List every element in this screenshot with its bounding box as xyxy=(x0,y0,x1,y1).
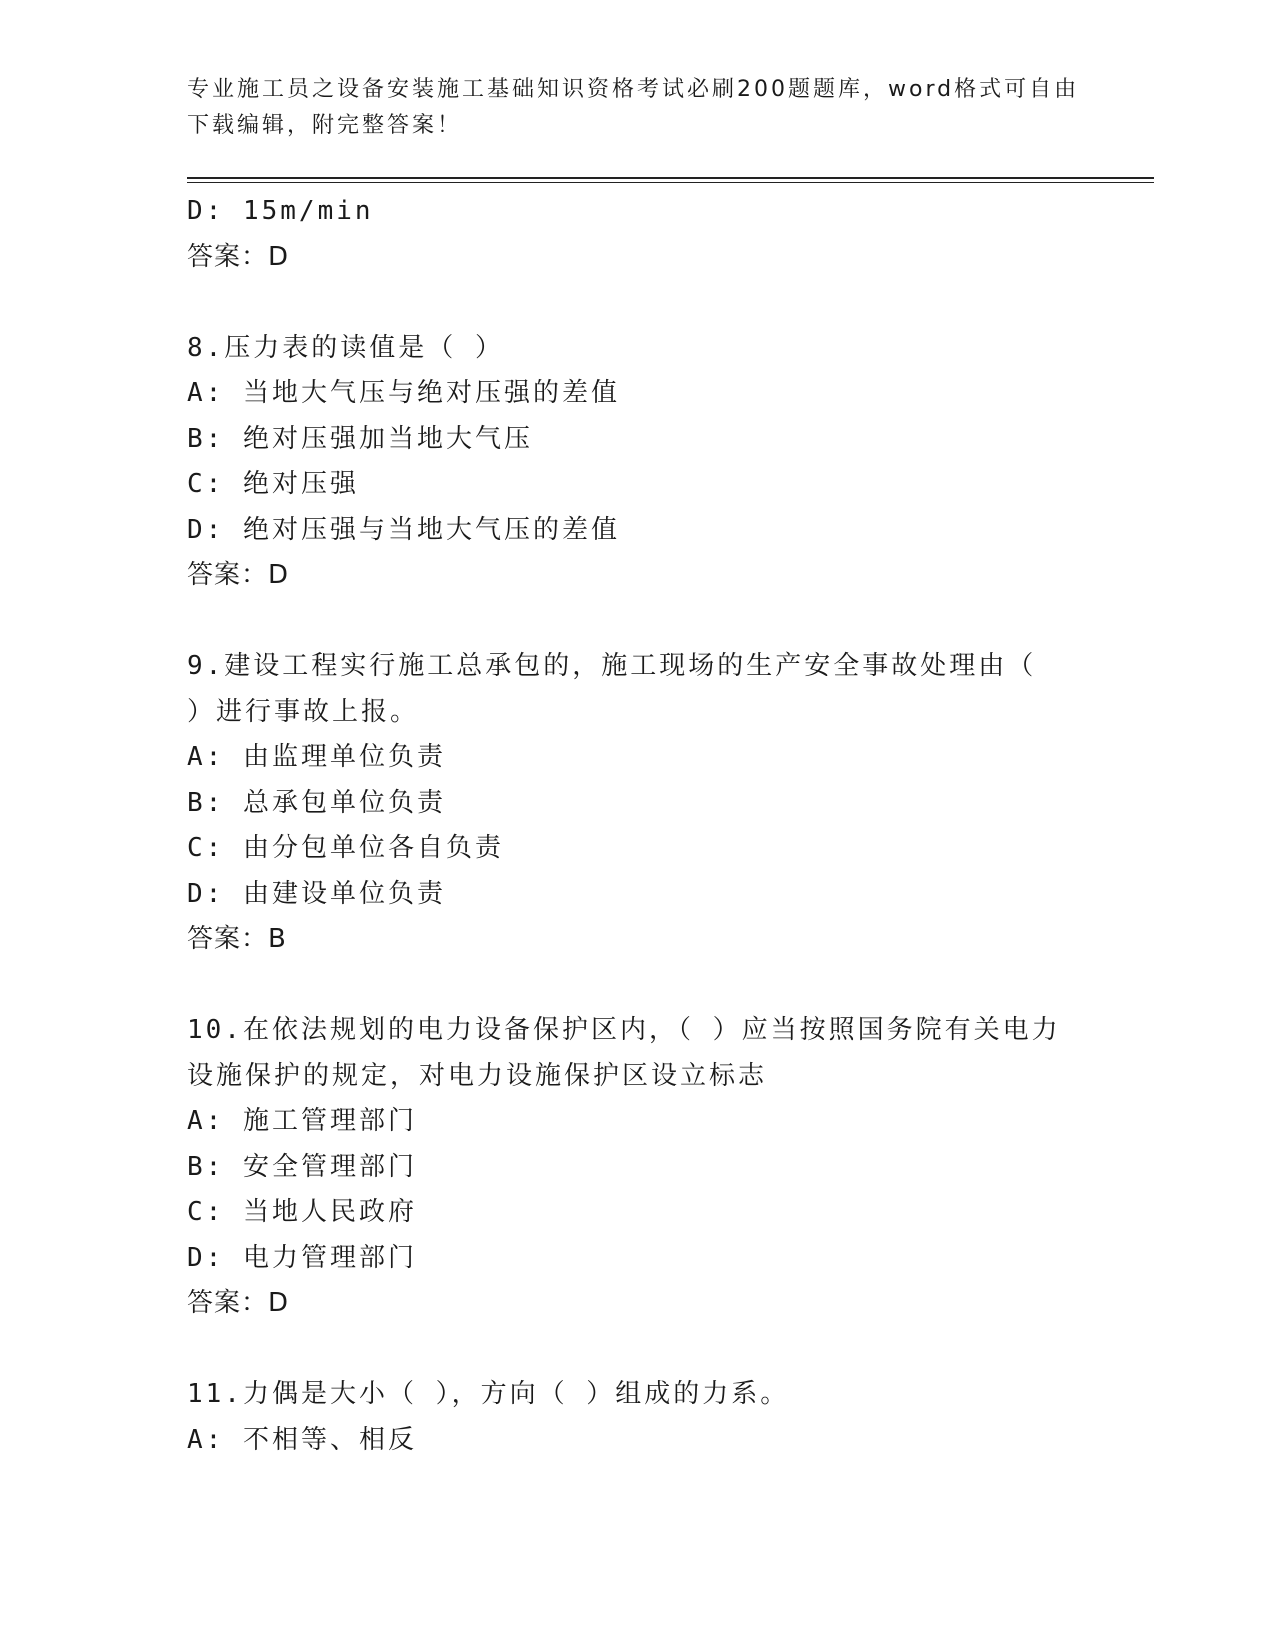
question-stem-8: 8.压力表的读值是（ ） xyxy=(187,332,504,363)
question-stem-10: 10.在依法规划的电力设备保护区内，（ ）应当按照国务院有关电力设施保护的规定，对电力设施保护区设立标志 xyxy=(187,1015,1061,1091)
option-b: B: 安全管理部门 xyxy=(187,1151,417,1182)
option-d: D: 由建设单位负责 xyxy=(187,878,446,909)
document-header: 专业施工员之设备安装施工基础知识资格考试必刷200题题库，word格式可自由下载编辑，附完整答案！ xyxy=(187,77,1080,138)
option-c: C: 由分包单位各自负责 xyxy=(187,833,504,863)
option-a: A: 不相等、相反 xyxy=(187,1424,417,1455)
spacer xyxy=(187,1327,1067,1373)
option-a: A: 当地大气压与绝对压强的差值 xyxy=(187,378,620,408)
option-a: A: 由监理单位负责 xyxy=(187,742,446,772)
option-d: D: 绝对压强与当地大气压的差值 xyxy=(187,514,620,545)
option-c: C: 当地人民政府 xyxy=(187,1197,417,1227)
option-c: C: 绝对压强 xyxy=(187,469,359,499)
option-a: A: 施工管理部门 xyxy=(187,1106,417,1136)
header-divider-thin xyxy=(187,182,1154,183)
spacer xyxy=(187,280,1067,326)
spacer xyxy=(187,963,1067,1009)
answer-line: 答案：D xyxy=(187,241,290,272)
spacer xyxy=(187,599,1067,645)
question-stem-11: 11.力偶是大小（ ），方向（ ）组成的力系。 xyxy=(187,1379,790,1409)
question-stem-9: 9.建设工程实行施工总承包的，施工现场的生产安全事故处理由（ ）进行事故上报。 xyxy=(187,651,1037,727)
question-content xyxy=(187,189,1067,1463)
option-b: B: 绝对压强加当地大气压 xyxy=(187,423,533,454)
header-divider-thick xyxy=(187,177,1154,179)
option-d: D: 15m/min xyxy=(187,196,374,226)
answer-line: 答案：D xyxy=(187,1288,290,1318)
option-b: B: 总承包单位负责 xyxy=(187,787,446,818)
answer-line: 答案：D xyxy=(187,560,290,590)
option-d: D: 电力管理部门 xyxy=(187,1242,417,1273)
answer-line: 答案：B xyxy=(187,924,287,954)
